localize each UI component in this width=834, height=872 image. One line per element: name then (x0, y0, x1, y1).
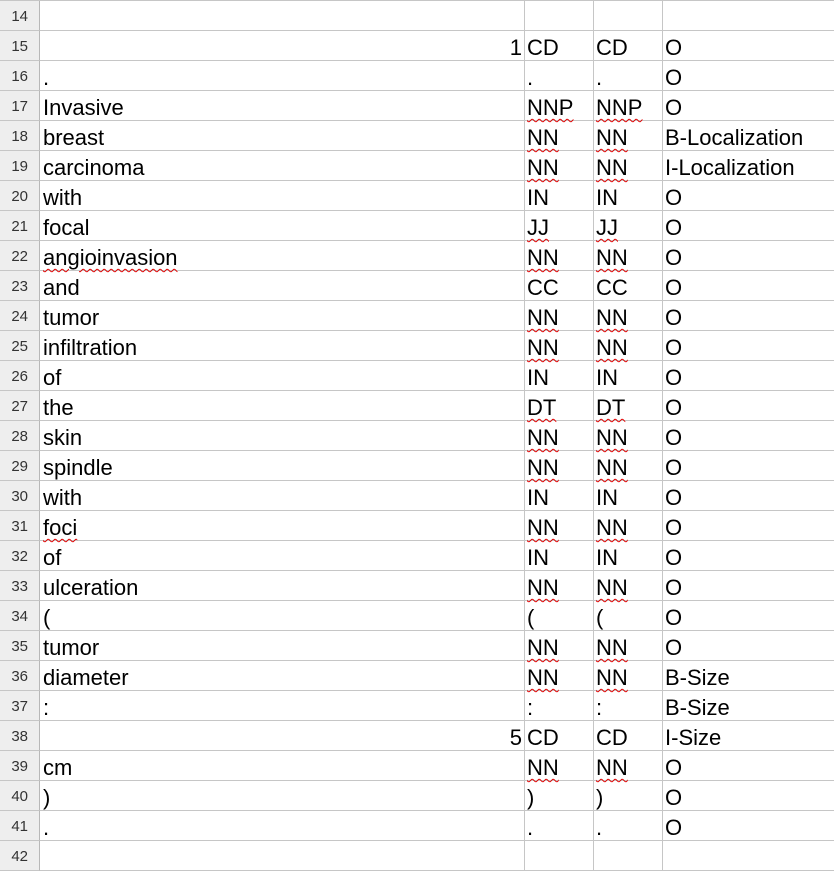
cell-text: tumor (43, 305, 100, 330)
cell-text: B-Size (665, 665, 730, 690)
row-header[interactable]: 29 (0, 451, 40, 481)
table-row (0, 31, 834, 61)
cell-a[interactable] (40, 361, 525, 391)
cell-text: . (43, 815, 50, 840)
cell-d[interactable] (662, 211, 834, 241)
cell-text: . (596, 65, 603, 90)
cell-text: NN (596, 425, 628, 450)
row-header[interactable]: 17 (0, 91, 40, 121)
table-row (0, 721, 834, 751)
table-row (0, 841, 834, 871)
cell-text: NN (527, 425, 559, 450)
cell-c[interactable] (593, 31, 663, 61)
cell-text: O (665, 305, 683, 330)
table-row (0, 481, 834, 511)
row-header[interactable]: 32 (0, 541, 40, 571)
cell-c[interactable] (593, 571, 663, 601)
cell-text: NN (596, 455, 628, 480)
cell-d[interactable] (662, 691, 834, 721)
cell-d[interactable] (662, 61, 834, 91)
cell-d[interactable] (662, 841, 834, 871)
cell-d[interactable] (662, 571, 834, 601)
cell-b[interactable] (524, 151, 594, 181)
row-header[interactable]: 31 (0, 511, 40, 541)
cell-c[interactable] (593, 781, 663, 811)
cell-text: with (43, 485, 83, 510)
cell-d[interactable] (662, 301, 834, 331)
cell-text: B-Size (665, 695, 730, 720)
cell-d[interactable] (662, 361, 834, 391)
cell-b[interactable] (524, 451, 594, 481)
cell-a[interactable] (40, 511, 525, 541)
row-header[interactable]: 23 (0, 271, 40, 301)
cell-d[interactable] (662, 421, 834, 451)
cell-c[interactable] (593, 661, 663, 691)
cell-text: NN (596, 755, 628, 780)
cell-b[interactable] (524, 691, 594, 721)
cell-a[interactable] (40, 661, 525, 691)
cell-text: NN (596, 125, 628, 150)
cell-text: : (596, 695, 603, 720)
row-header[interactable]: 30 (0, 481, 40, 511)
cell-c[interactable] (593, 241, 663, 271)
cell-c[interactable] (593, 91, 663, 121)
cell-text: . (596, 815, 603, 840)
cell-b[interactable] (524, 31, 594, 61)
table-row (0, 511, 834, 541)
cell-text: DT (596, 395, 626, 420)
cell-text: skin (43, 425, 83, 450)
cell-text: NN (596, 305, 628, 330)
cell-text: O (665, 95, 683, 120)
cell-b[interactable] (524, 601, 594, 631)
cell-d[interactable] (662, 781, 834, 811)
cell-text: O (665, 755, 683, 780)
cell-c[interactable] (593, 391, 663, 421)
cell-text: O (665, 485, 683, 510)
row-header[interactable]: 42 (0, 841, 40, 871)
cell-d[interactable] (662, 631, 834, 661)
cell-a[interactable] (40, 541, 525, 571)
cell-text: NN (596, 575, 628, 600)
cell-text: ( (596, 605, 604, 630)
cell-b[interactable] (524, 751, 594, 781)
cell-a[interactable] (40, 211, 525, 241)
cell-b[interactable] (524, 61, 594, 91)
row-header[interactable]: 34 (0, 601, 40, 631)
cell-text: : (527, 695, 534, 720)
row-header[interactable]: 40 (0, 781, 40, 811)
row-header[interactable]: 33 (0, 571, 40, 601)
cell-text: NN (527, 245, 559, 270)
cell-a[interactable] (40, 601, 525, 631)
row-header[interactable]: 36 (0, 661, 40, 691)
table-row (0, 1, 834, 31)
cell-text: NN (527, 755, 559, 780)
cell-text: ( (527, 605, 535, 630)
table-row (0, 631, 834, 661)
cell-text: carcinoma (43, 155, 145, 180)
table-row (0, 61, 834, 91)
cell-c[interactable] (593, 121, 663, 151)
cell-b[interactable] (524, 1, 594, 31)
cell-text: NN (596, 515, 628, 540)
cell-text: DT (527, 395, 557, 420)
cell-text: focal (43, 215, 90, 240)
cell-text: CD (527, 35, 559, 60)
table-row (0, 421, 834, 451)
cell-text: IN (527, 545, 549, 570)
cell-text: CD (527, 725, 559, 750)
cell-text: of (43, 545, 62, 570)
cell-a[interactable] (40, 781, 525, 811)
cell-c[interactable] (593, 451, 663, 481)
cell-text: Invasive (43, 95, 124, 120)
cell-text: IN (527, 365, 549, 390)
cell-b[interactable] (524, 331, 594, 361)
cell-text: ) (43, 785, 51, 810)
cell-b[interactable] (524, 301, 594, 331)
cell-text: NN (527, 155, 559, 180)
cell-text: O (665, 395, 683, 420)
table-row (0, 151, 834, 181)
cell-d[interactable] (662, 91, 834, 121)
cell-text: NN (527, 575, 559, 600)
row-header[interactable]: 41 (0, 811, 40, 841)
table-row (0, 541, 834, 571)
cell-text: NNP (527, 95, 574, 120)
cell-d[interactable] (662, 661, 834, 691)
cell-c[interactable] (593, 1, 663, 31)
cell-a[interactable] (40, 691, 525, 721)
cell-text: O (665, 815, 683, 840)
cell-text: diameter (43, 665, 129, 690)
cell-d[interactable] (662, 241, 834, 271)
cell-text: NN (527, 125, 559, 150)
cell-c[interactable] (593, 211, 663, 241)
cell-text: of (43, 365, 62, 390)
table-row (0, 91, 834, 121)
cell-d[interactable] (662, 451, 834, 481)
row-header[interactable]: 26 (0, 361, 40, 391)
cell-a[interactable] (40, 391, 525, 421)
cell-a[interactable] (40, 121, 525, 151)
cell-b[interactable] (524, 571, 594, 601)
cell-d[interactable] (662, 1, 834, 31)
cell-b[interactable] (524, 361, 594, 391)
cell-text: O (665, 515, 683, 540)
cell-text: 5 (509, 725, 522, 750)
table-row (0, 781, 834, 811)
cell-d[interactable] (662, 751, 834, 781)
cell-a[interactable] (40, 751, 525, 781)
cell-a[interactable] (40, 571, 525, 601)
cell-text: ) (596, 785, 604, 810)
cell-a[interactable] (40, 181, 525, 211)
cell-d[interactable] (662, 811, 834, 841)
table-row (0, 211, 834, 241)
cell-text: foci (43, 515, 78, 540)
cell-text: NN (596, 245, 628, 270)
cell-c[interactable] (593, 61, 663, 91)
cell-c[interactable] (593, 511, 663, 541)
cell-text: : (43, 695, 50, 720)
cell-c[interactable] (593, 421, 663, 451)
cell-c[interactable] (593, 301, 663, 331)
cell-b[interactable] (524, 91, 594, 121)
cell-text: O (665, 425, 683, 450)
row-header[interactable]: 28 (0, 421, 40, 451)
cell-b[interactable] (524, 241, 594, 271)
row-header[interactable]: 38 (0, 721, 40, 751)
cell-a[interactable] (40, 301, 525, 331)
table-row (0, 691, 834, 721)
cell-d[interactable] (662, 481, 834, 511)
cell-text: NN (596, 155, 628, 180)
cell-a[interactable] (40, 811, 525, 841)
cell-text: IN (596, 485, 618, 510)
cell-d[interactable] (662, 721, 834, 751)
cell-text: NN (596, 635, 628, 660)
cell-text: CC (527, 275, 559, 300)
cell-text: NN (527, 635, 559, 660)
cell-a[interactable] (40, 271, 525, 301)
cell-c[interactable] (593, 151, 663, 181)
cell-b[interactable] (524, 421, 594, 451)
table-row (0, 751, 834, 781)
cell-a[interactable] (40, 91, 525, 121)
cell-text: . (527, 815, 534, 840)
cell-text: IN (596, 545, 618, 570)
cell-d[interactable] (662, 541, 834, 571)
cell-b[interactable] (524, 811, 594, 841)
row-header[interactable]: 18 (0, 121, 40, 151)
cell-c[interactable] (593, 181, 663, 211)
row-header[interactable]: 37 (0, 691, 40, 721)
row-header[interactable]: 14 (0, 1, 40, 31)
cell-d[interactable] (662, 271, 834, 301)
table-row (0, 121, 834, 151)
cell-b[interactable] (524, 211, 594, 241)
cell-c[interactable] (593, 481, 663, 511)
row-header[interactable]: 27 (0, 391, 40, 421)
cell-b[interactable] (524, 391, 594, 421)
cell-text: CD (596, 35, 628, 60)
cell-c[interactable] (593, 331, 663, 361)
cell-b[interactable] (524, 181, 594, 211)
cell-text: tumor (43, 635, 100, 660)
cell-text: JJ (596, 215, 618, 240)
cell-a[interactable] (40, 61, 525, 91)
cell-text: angioinvasion (43, 245, 178, 270)
cell-d[interactable] (662, 601, 834, 631)
cell-a[interactable] (40, 241, 525, 271)
cell-text: NNP (596, 95, 643, 120)
table-row (0, 391, 834, 421)
cell-text: NN (527, 335, 559, 360)
cell-text: I-Localization (665, 155, 795, 180)
cell-text: and (43, 275, 80, 300)
cell-text: I-Size (665, 725, 722, 750)
cell-c[interactable] (593, 601, 663, 631)
table-row (0, 241, 834, 271)
cell-text: NN (527, 455, 559, 480)
cell-text: O (665, 65, 683, 90)
cell-d[interactable] (662, 151, 834, 181)
cell-d[interactable] (662, 121, 834, 151)
cell-a[interactable] (40, 421, 525, 451)
cell-text: JJ (527, 215, 549, 240)
cell-text: O (665, 245, 683, 270)
row-header[interactable]: 22 (0, 241, 40, 271)
row-header[interactable]: 16 (0, 61, 40, 91)
table-row (0, 331, 834, 361)
cell-b[interactable] (524, 121, 594, 151)
cell-c[interactable] (593, 541, 663, 571)
table-row (0, 451, 834, 481)
cell-c[interactable] (593, 811, 663, 841)
cell-c[interactable] (593, 721, 663, 751)
row-header[interactable]: 39 (0, 751, 40, 781)
cell-text: O (665, 215, 683, 240)
row-header[interactable]: 35 (0, 631, 40, 661)
row-header[interactable]: 21 (0, 211, 40, 241)
cell-text: the (43, 395, 74, 420)
cell-text: breast (43, 125, 105, 150)
table-row (0, 301, 834, 331)
cell-text: O (665, 35, 683, 60)
table-row (0, 271, 834, 301)
cell-text: ulceration (43, 575, 139, 600)
cell-a[interactable] (40, 151, 525, 181)
table-row (0, 661, 834, 691)
cell-a[interactable] (40, 631, 525, 661)
cell-b[interactable] (524, 781, 594, 811)
cell-b[interactable] (524, 511, 594, 541)
cell-text: cm (43, 755, 73, 780)
cell-text: NN (527, 305, 559, 330)
cell-a[interactable] (40, 31, 525, 61)
cell-c[interactable] (593, 631, 663, 661)
cell-text: NN (596, 665, 628, 690)
cell-b[interactable] (524, 721, 594, 751)
cell-text: O (665, 455, 683, 480)
cell-b[interactable] (524, 661, 594, 691)
table-row (0, 811, 834, 841)
cell-text: ) (527, 785, 535, 810)
cell-text: NN (596, 335, 628, 360)
cell-text: O (665, 785, 683, 810)
cell-text: CC (596, 275, 628, 300)
table-row (0, 361, 834, 391)
cell-c[interactable] (593, 751, 663, 781)
cell-c[interactable] (593, 361, 663, 391)
cell-text: IN (596, 365, 618, 390)
cell-text: O (665, 545, 683, 570)
cell-c[interactable] (593, 691, 663, 721)
cell-b[interactable] (524, 631, 594, 661)
cell-text: O (665, 185, 683, 210)
cell-b[interactable] (524, 541, 594, 571)
cell-text: O (665, 365, 683, 390)
row-header[interactable]: 19 (0, 151, 40, 181)
cell-text: 1 (509, 35, 522, 60)
cell-b[interactable] (524, 271, 594, 301)
cell-text: IN (596, 185, 618, 210)
cell-text: infiltration (43, 335, 138, 360)
cell-d[interactable] (662, 181, 834, 211)
cell-text: NN (527, 515, 559, 540)
cell-d[interactable] (662, 511, 834, 541)
cell-text: NN (527, 665, 559, 690)
cell-text: . (527, 65, 534, 90)
row-header[interactable]: 24 (0, 301, 40, 331)
table-row (0, 571, 834, 601)
cell-text: IN (527, 485, 549, 510)
cell-a[interactable] (40, 451, 525, 481)
cell-text: ( (43, 605, 51, 630)
cell-text: O (665, 605, 683, 630)
cell-d[interactable] (662, 331, 834, 361)
cell-c[interactable] (593, 841, 663, 871)
cell-a[interactable] (40, 481, 525, 511)
row-header[interactable]: 20 (0, 181, 40, 211)
cell-text: spindle (43, 455, 113, 480)
cell-b[interactable] (524, 481, 594, 511)
table-row (0, 181, 834, 211)
cell-text: O (665, 635, 683, 660)
cell-text: IN (527, 185, 549, 210)
cell-text: with (43, 185, 83, 210)
cell-c[interactable] (593, 271, 663, 301)
cell-text: . (43, 65, 50, 90)
cell-a[interactable] (40, 1, 525, 31)
cell-a[interactable] (40, 841, 525, 871)
row-header[interactable]: 25 (0, 331, 40, 361)
cell-text: O (665, 275, 683, 300)
cell-text: B-Localization (665, 125, 804, 150)
cell-text: CD (596, 725, 628, 750)
row-header[interactable]: 15 (0, 31, 40, 61)
cell-a[interactable] (40, 331, 525, 361)
cell-text: O (665, 335, 683, 360)
cell-a[interactable] (40, 721, 525, 751)
cell-d[interactable] (662, 31, 834, 61)
table-row (0, 601, 834, 631)
cell-text: O (665, 575, 683, 600)
cell-d[interactable] (662, 391, 834, 421)
cell-b[interactable] (524, 841, 594, 871)
